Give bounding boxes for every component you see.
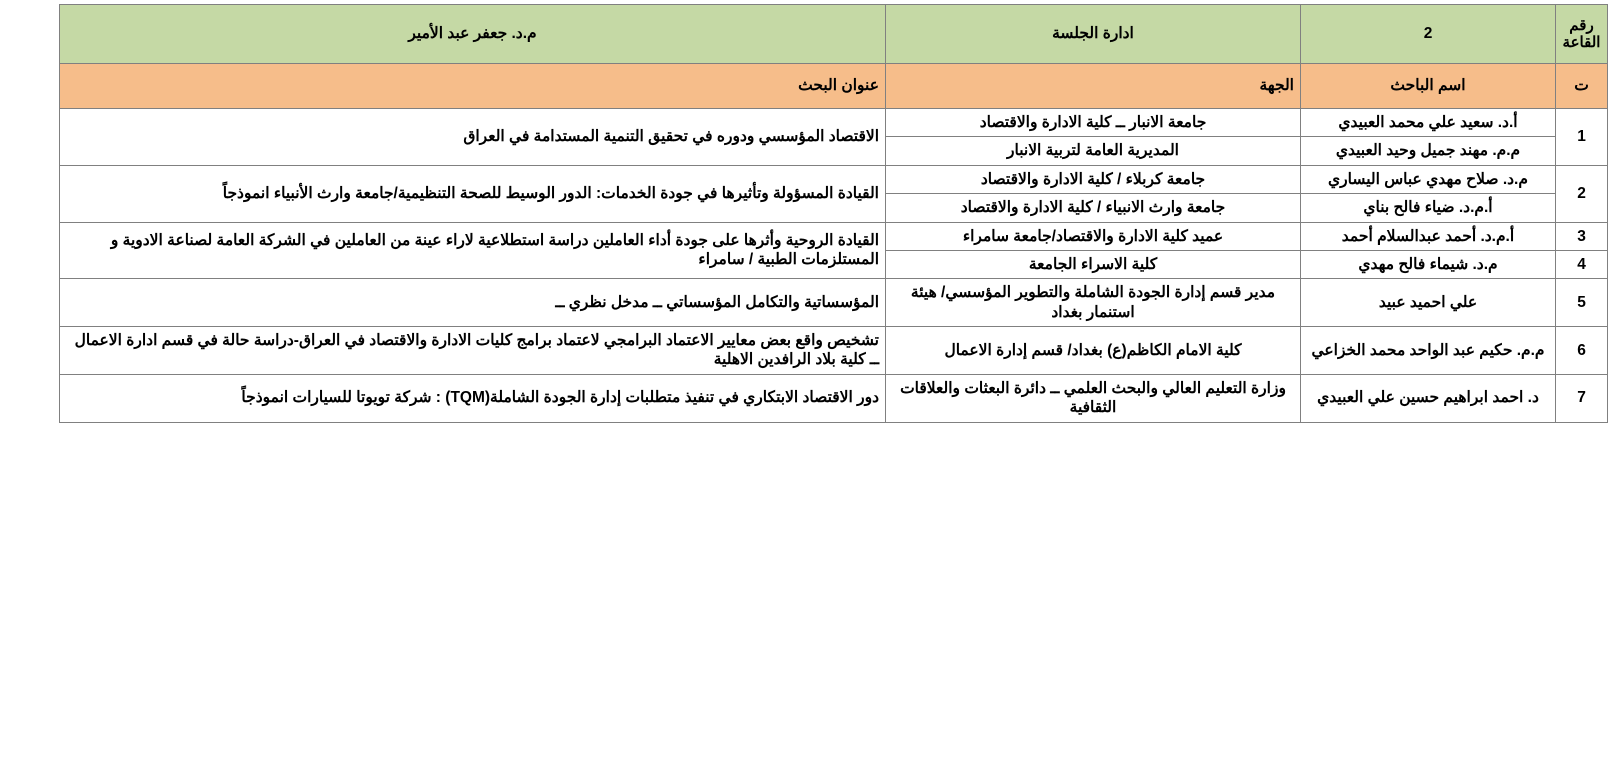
- table-row: [60, 165, 1608, 193]
- researcher-name: أ.م.د. ضياء فالح بناي: [1301, 194, 1556, 222]
- organization: عميد كلية الادارة والاقتصاد/جامعة سامراء: [886, 222, 1301, 250]
- table-row: [60, 279, 1608, 327]
- organization: جامعة كربلاء / كلية الادارة والاقتصاد: [886, 165, 1301, 193]
- organization: المديرية العامة لتربية الانبار: [886, 137, 1301, 165]
- column-header-research-title: عنوان البحث: [60, 64, 886, 109]
- session-admin-value: م.د. جعفر عبد الأمير: [60, 5, 886, 64]
- organization: جامعة الانبار ــ كلية الادارة والاقتصاد: [886, 109, 1301, 137]
- column-header-organization: الجهة: [886, 64, 1301, 109]
- researcher-name: أ.م.د. أحمد عبدالسلام أحمد: [1301, 222, 1556, 250]
- table-row: [60, 222, 1608, 250]
- table-header-row-hall: [60, 5, 1608, 64]
- researcher-name: أ.د. سعيد علي محمد العبيدي: [1301, 109, 1556, 137]
- research-title: دور الاقتصاد الابتكاري في تنفيذ متطلبات إدارة الجودة الشاملة(TQM) : شركة تويوتا للسيارات انموذجاً: [60, 374, 886, 422]
- research-title: القيادة المسؤولة وتأثيرها في جودة الخدمات: الدور الوسيط للصحة التنظيمية/جامعة وارث الأنبياء انموذجاً: [60, 165, 886, 222]
- table-header-row-columns: [60, 64, 1608, 109]
- column-header-researcher: اسم الباحث: [1301, 64, 1556, 109]
- organization: كلية الامام الكاظم(ع) بغداد/ قسم إدارة الاعمال: [886, 327, 1301, 375]
- organization: كلية الاسراء الجامعة: [886, 250, 1301, 278]
- row-index: 6: [1556, 327, 1608, 375]
- researcher-name: م.م. حكيم عبد الواحد محمد الخزاعي: [1301, 327, 1556, 375]
- researcher-name: م.د. شيماء فالح مهدي: [1301, 250, 1556, 278]
- organization: مدير قسم إدارة الجودة الشاملة والتطوير المؤسسي/ هيئة استنمار بغداد: [886, 279, 1301, 327]
- table-row: [60, 374, 1608, 422]
- row-index: 4: [1556, 250, 1608, 278]
- research-title: الاقتصاد المؤسسي ودوره في تحقيق التنمية المستدامة في العراق: [60, 109, 886, 166]
- table-row: [60, 109, 1608, 137]
- row-index: 7: [1556, 374, 1608, 422]
- researcher-name: م.د. صلاح مهدي عباس اليساري: [1301, 165, 1556, 193]
- column-header-index: ت: [1556, 64, 1608, 109]
- organization: وزارة التعليم العالي والبحث العلمي ــ دائرة البعثات والعلاقات الثقافية: [886, 374, 1301, 422]
- document-sheet: [0, 4, 1610, 771]
- table-row: [60, 327, 1608, 375]
- research-title: القيادة الروحية وأثرها على جودة أداء العاملين دراسة استطلاعية لاراء عينة من العاملين في الشركة العامة لصناعة الادوية و المستلزمات الطبية / سامراء: [60, 222, 886, 279]
- research-title: المؤسساتية والتكامل المؤسساتي ــ مدخل نظري ــ: [60, 279, 886, 327]
- conference-session-table: [59, 4, 1608, 423]
- row-index: 3: [1556, 222, 1608, 250]
- research-title: تشخيص واقع بعض معايير الاعتماد البرامجي لاعتماد برامج كليات الادارة والاقتصاد في العراق-دراسة حالة في قسم ادارة الاعمال ــ كلية بلاد الرافدين الاهلية: [60, 327, 886, 375]
- hall-number-value: 2: [1301, 5, 1556, 64]
- researcher-name: م.م. مهند جميل وحيد العبيدي: [1301, 137, 1556, 165]
- session-admin-label: ادارة الجلسة: [886, 5, 1301, 64]
- researcher-name: د. احمد ابراهيم حسين علي العبيدي: [1301, 374, 1556, 422]
- row-index: 1: [1556, 109, 1608, 166]
- organization: جامعة وارث الانبياء / كلية الادارة والاقتصاد: [886, 194, 1301, 222]
- row-index: 2: [1556, 165, 1608, 222]
- hall-number-label: رقم القاعة: [1556, 5, 1608, 64]
- row-index: 5: [1556, 279, 1608, 327]
- researcher-name: علي احميد عبيد: [1301, 279, 1556, 327]
